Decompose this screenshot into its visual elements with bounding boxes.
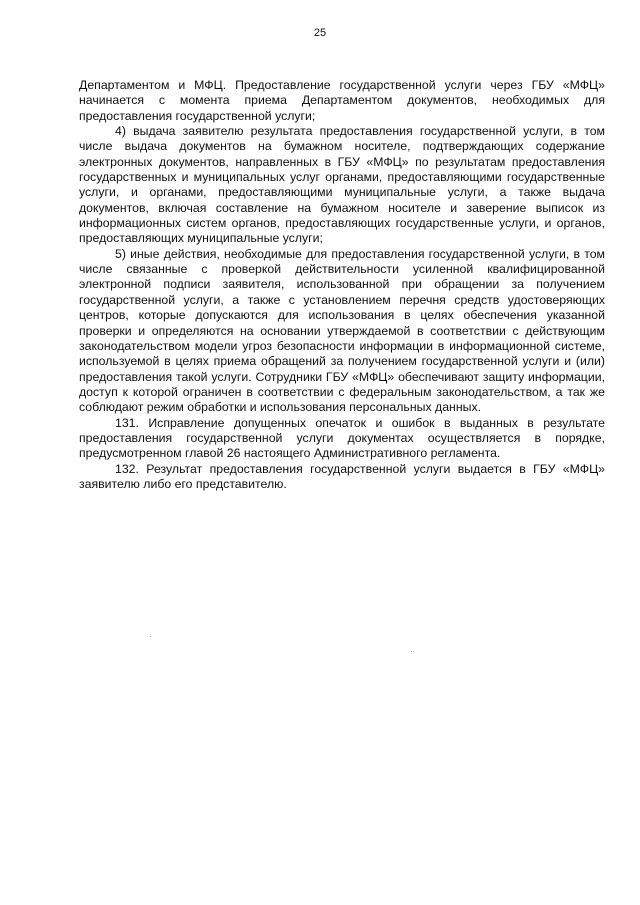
scan-speck bbox=[411, 651, 412, 652]
paragraph-item-5: 5) иные действия, необходимые для предоставления государственной услуги, в том числе связанные с проверкой действительности усиленной квалифицированной электронной подписи заявителя, использованной при обращении за получением государственной услуги, а также с установлением перечня средств удостоверяющих центров, которые допускаются для использования в целях обеспечения указанной проверки и определяются на основании утверждаемой в соответствии с действующим законодательством модели угроз безопасности информации в информационной системе, используемой в целях приема обращений за получением государственной услуги и (или) предоставления такой услуги. Сотрудники ГБУ «МФЦ» обеспечивают защиту информации, доступ к которой ограничен в соответствии с федеральным законодательством, а так же соблюдают режим обработки и использования персональных данных. bbox=[79, 246, 605, 415]
paragraph-132: 132. Результат предоставления государственной услуги выдается в ГБУ «МФЦ» заявителю либо его представителю. bbox=[79, 461, 605, 491]
paragraph-131: 131. Исправление допущенных опечаток и ошибок в выданных в результате предоставления государственной услуги документах осуществляется в порядке, предусмотренном главой 26 настоящего Административного регламента. bbox=[79, 415, 605, 461]
paragraph-item-4: 4) выдача заявителю результата предоставления государственной услуги, в том числе выдача документов на бумажном носителе, подтверждающих содержание электронных документов, направленных в ГБУ «МФЦ» по результатам предоставления государственных и муниципальных услуг органами, предоставляющими государственные услуги, и органами, предоставляющими муниципальные услуги, а также выдача документов, включая составление на бумажном носителе и заверение выписок из информационных систем органов, предоставляющих государственные услуги, и органов, предоставляющих муниципальные услуги; bbox=[79, 124, 605, 246]
paragraph-continuation: Департаментом и МФЦ. Предоставление государственной услуги через ГБУ «МФЦ» начинается с момента приема Департаментом документов, необходимых для предоставления государственной услуги; bbox=[79, 78, 605, 123]
body-text bbox=[79, 78, 605, 492]
page-number: 25 bbox=[313, 27, 327, 39]
scan-speck bbox=[150, 636, 151, 637]
